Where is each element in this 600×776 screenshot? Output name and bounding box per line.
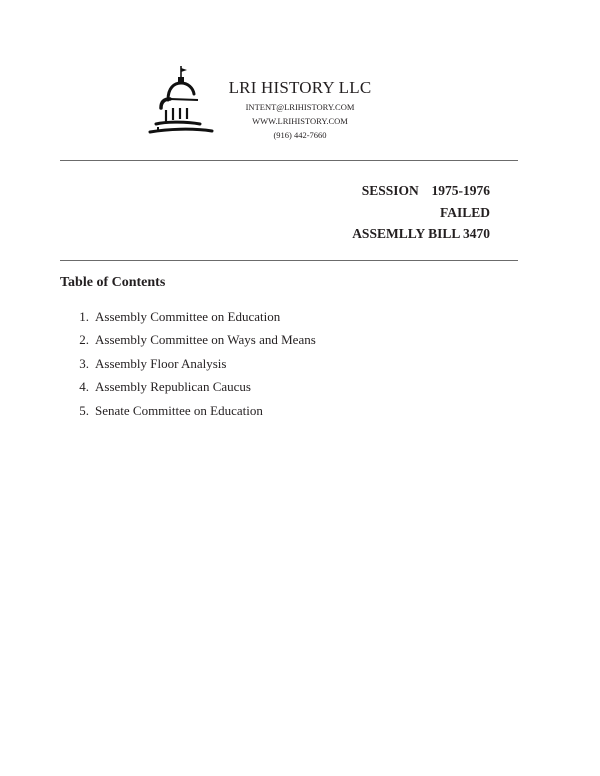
toc-heading: Table of Contents (60, 275, 166, 290)
contact-phone: (916) 442-7660 (273, 130, 327, 140)
company-name: LRI HISTORY LLC (228, 78, 372, 97)
toc-item-number: 3. (79, 355, 89, 371)
toc-item (60, 328, 316, 351)
letterhead (220, 78, 380, 142)
bill-number: ASSEMLLY BILL 3470 (352, 226, 490, 241)
toc-item (60, 352, 316, 375)
contact-website: WWW.LRIHISTORY.COM (252, 116, 348, 126)
capitol-dome-icon (144, 64, 216, 140)
toc-item-label: Assembly Floor Analysis (95, 355, 227, 371)
toc-item-number: 1. (79, 309, 89, 324)
toc-item-label: Assembly Republican Caucus (95, 379, 251, 395)
toc-item-number: 4. (79, 379, 89, 395)
contact-email: INTENT@LRIHISTORY.COM (245, 102, 355, 112)
toc-item-label: Assembly Committee on Ways and Means (95, 332, 316, 348)
toc-item (60, 305, 316, 328)
toc-item-number: 2. (79, 332, 89, 348)
bill-status: FAILED (439, 204, 490, 220)
toc-item-label: Assembly Committee on Education (95, 309, 281, 324)
toc-item (60, 375, 316, 398)
session-label: SESSION 1975-1976 (361, 183, 490, 198)
contact-block (220, 100, 380, 142)
section-divider (60, 260, 518, 261)
toc-item-number: 5. (79, 402, 89, 418)
toc-list (60, 305, 316, 422)
toc-item-label: Senate Committee on Education (95, 402, 263, 418)
toc-item (60, 399, 316, 422)
header-divider (60, 160, 518, 161)
bill-info (352, 180, 490, 245)
